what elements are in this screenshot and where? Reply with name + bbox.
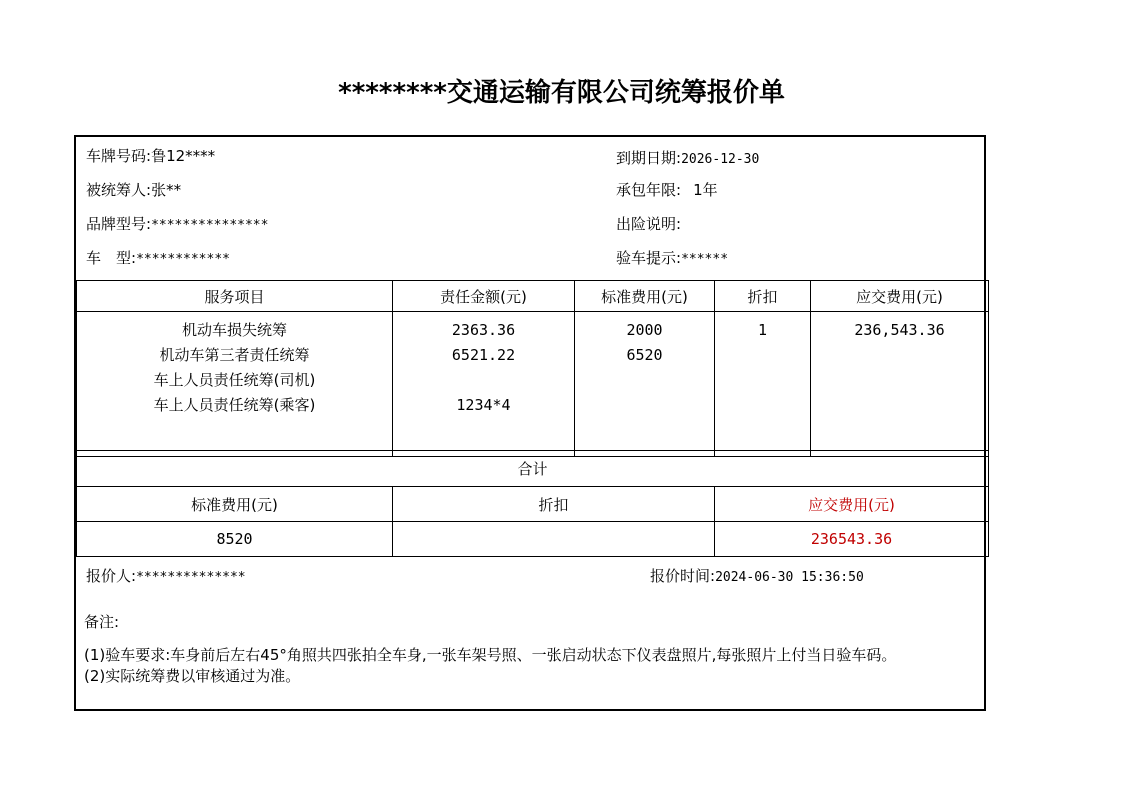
summary-title: 合计 [77, 451, 989, 487]
inspection-tip-label: 验车提示: [616, 249, 682, 267]
liability-amount: 2363.36 [451, 321, 516, 339]
quoter-label: 报价人: [86, 567, 137, 585]
payable-value: 236,543.36 [854, 321, 945, 339]
notes-section [84, 612, 984, 687]
discount-value: 1 [757, 321, 768, 339]
brand-model-value: *************** [151, 218, 269, 233]
summary-payable-label: 应交费用(元) [715, 487, 989, 522]
service-item: 车上人员责任统筹(司机) [153, 371, 316, 389]
header-service-item: 服务项目 [77, 281, 393, 312]
quoter-value: ************** [136, 570, 246, 585]
page-title: ********交通运输有限公司统筹报价单 [338, 78, 785, 108]
service-item: 车上人员责任统筹(乘客) [153, 396, 316, 414]
header-liability-amount: 责任金额(元) [393, 281, 575, 312]
quoter-field [86, 565, 246, 586]
vehicle-info-section [76, 137, 984, 281]
brand-model-label: 品牌型号: [86, 215, 152, 233]
note-item: (1)验车要求:车身前后左右45°角照共四张拍全车身,一张车架号照、一张启动状态下仪表盘照片,每张照片上付当日验车码。 [84, 646, 897, 664]
service-items-cell [77, 312, 393, 457]
contract-term-value: 1年 [693, 181, 718, 199]
standard-fees-cell [575, 312, 715, 457]
service-table-row [77, 312, 989, 457]
liability-amount [393, 368, 574, 393]
header-standard-fee: 标准费用(元) [575, 281, 715, 312]
header-discount: 折扣 [715, 281, 811, 312]
vehicle-type-label: 车 型: [86, 249, 137, 267]
summary-discount-value [393, 522, 715, 557]
vehicle-type-field [86, 247, 230, 268]
header-payable-fee: 应交费用(元) [811, 281, 989, 312]
standard-fee: 6520 [626, 346, 663, 364]
summary-discount-label: 折扣 [393, 487, 715, 522]
plate-number-field [86, 145, 215, 166]
claims-note-field [616, 213, 681, 234]
plate-number-value: 鲁12**** [151, 147, 216, 165]
quote-time-label: 报价时间: [650, 567, 716, 585]
insured-person-value: 张** [151, 181, 182, 199]
summary-standard-value: 8520 [77, 522, 393, 557]
summary-table [76, 450, 989, 557]
insured-person-field [86, 179, 181, 200]
plate-number-label: 车牌号码: [86, 147, 152, 165]
vehicle-type-value: ************ [136, 252, 230, 267]
quote-time-value: 2024-06-30 15:36:50 [715, 570, 864, 585]
service-table [76, 280, 989, 457]
contract-term-label: 承包年限: [616, 181, 682, 199]
notes-title: 备注: [84, 613, 120, 631]
liability-amounts-cell [393, 312, 575, 457]
service-table-header [77, 281, 989, 312]
discount-cell [715, 312, 811, 457]
contract-term-field [616, 179, 718, 200]
liability-amount: 1234*4 [456, 396, 511, 414]
brand-model-field [86, 213, 268, 234]
summary-standard-label: 标准费用(元) [77, 487, 393, 522]
claims-note-label: 出险说明: [616, 215, 682, 233]
inspection-tip-value: ****** [681, 252, 729, 267]
standard-fee: 2000 [626, 321, 663, 339]
payable-cell [811, 312, 989, 457]
note-item: (2)实际统筹费以审核通过为准。 [84, 667, 301, 685]
quote-sheet [74, 135, 986, 711]
expiry-date-field [616, 147, 759, 168]
expiry-date-label: 到期日期: [616, 149, 682, 167]
summary-payable-value: 236543.36 [715, 522, 989, 557]
quote-time-field [650, 565, 864, 586]
expiry-date-value: 2026-12-30 [681, 152, 760, 167]
inspection-tip-field [616, 247, 728, 268]
liability-amount: 6521.22 [451, 346, 516, 364]
service-item: 机动车损失统筹 [181, 321, 287, 339]
service-item: 机动车第三者责任统筹 [159, 346, 310, 364]
insured-person-label: 被统筹人: [86, 181, 152, 199]
